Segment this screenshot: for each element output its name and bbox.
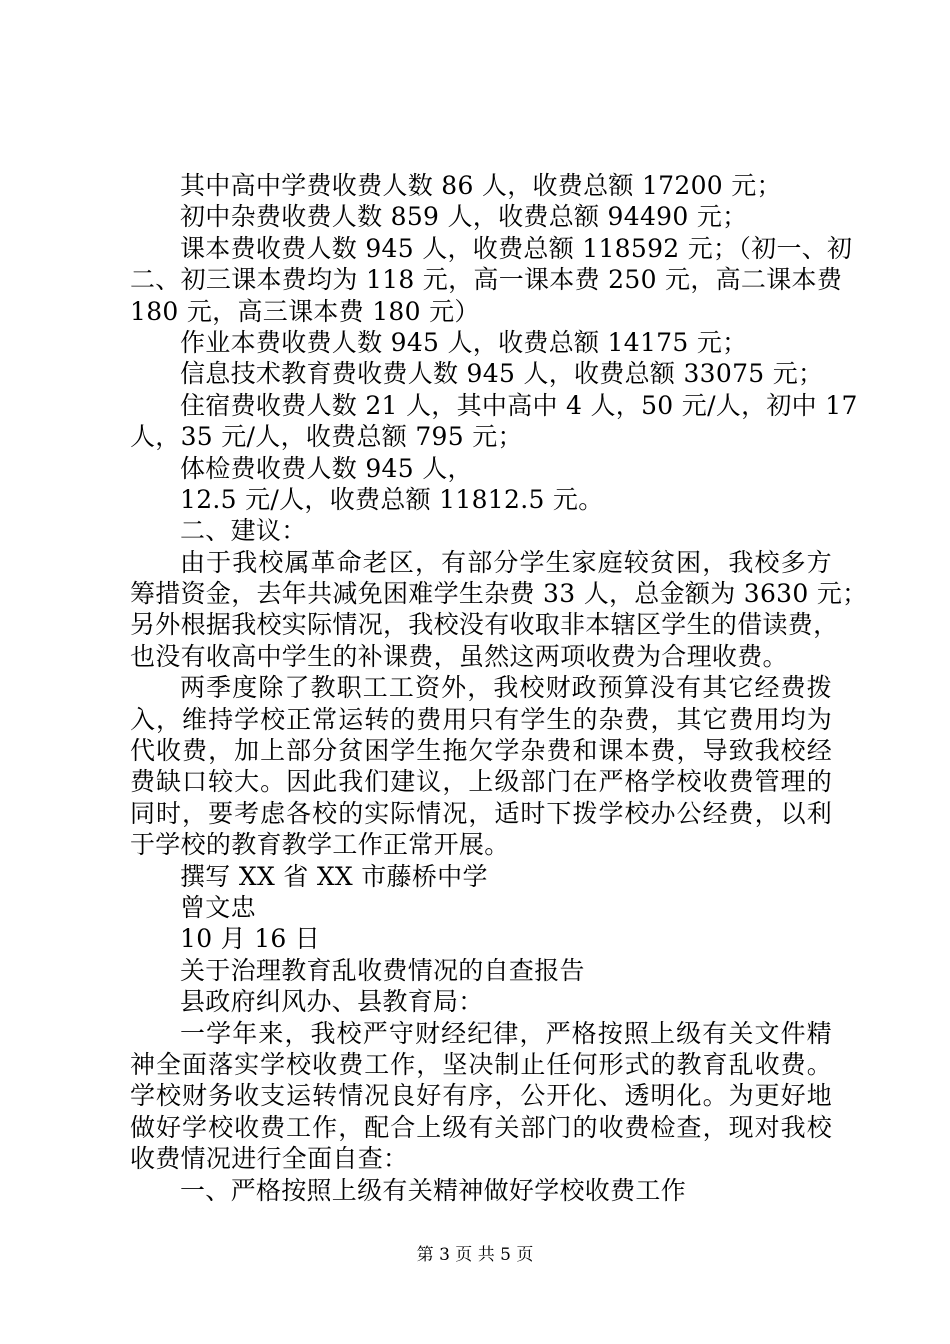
text-line: 课本费收费人数 945 人，收费总额 118592 元；（初一、初 [180, 233, 853, 263]
text-line: 收费情况进行全面自查： [130, 1144, 409, 1174]
document-body [130, 170, 868, 1206]
text-line: 180 元，高三课本费 180 元） [130, 296, 480, 326]
text-line: 作业本费收费人数 945 人，收费总额 14175 元； [180, 327, 748, 357]
text-line: 另外根据我校实际情况，我校没有收取非本辖区学生的借读费， [130, 610, 839, 640]
text-line: 也没有收高中学生的补课费，虽然这两项收费为合理收费。 [130, 641, 788, 671]
section-heading: 二、建议： [180, 516, 307, 546]
text-line: 一学年来，我校严守财经纪律，严格按照上级有关文件精 [180, 1018, 832, 1048]
text-line: 筹措资金，去年共减免困难学生杂费 33 人，总金额为 3630 元； [130, 579, 868, 609]
text-line: 住宿费收费人数 21 人，其中高中 4 人，50 元/人，初中 17 [180, 390, 858, 420]
text-line: 做好学校收费工作，配合上级有关部门的收费检查，现对我校 [130, 1112, 832, 1142]
author-name: 曾文忠 [180, 892, 256, 922]
addressee: 县政府纠风办、县教育局： [180, 987, 484, 1017]
text-line: 12.5 元/人，收费总额 11812.5 元。 [180, 484, 604, 514]
text-line: 费缺口较大。因此我们建议，上级部门在严格学校收费管理的 [130, 767, 832, 797]
text-line: 信息技术教育费收费人数 945 人，收费总额 33075 元； [180, 359, 824, 389]
text-line: 初中杂费收费人数 859 人，收费总额 94490 元； [180, 202, 748, 232]
text-line: 人，35 元/人，收费总额 795 元； [130, 422, 523, 452]
author-school: 撰写 XX 省 XX 市藤桥中学 [180, 861, 488, 891]
text-line: 由于我校属革命老区，有部分学生家庭较贫困，我校多方 [180, 547, 832, 577]
text-line: 入，维持学校正常运转的费用只有学生的杂费，其它费用均为 [130, 704, 832, 734]
text-line: 二、初三课本费均为 118 元，高一课本费 250 元，高二课本费 [130, 265, 843, 295]
text-line: 同时，要考虑各校的实际情况，适时下拨学校办公经费，以利 [130, 798, 832, 828]
page-footer: 第 3 页 共 5 页 [416, 1245, 534, 1265]
text-line: 其中高中学费收费人数 86 人，收费总额 17200 元； [180, 171, 782, 200]
text-line: 代收费，加上部分贫困学生拖欠学杂费和课本费，导致我校经 [130, 736, 832, 766]
text-line: 于学校的教育教学工作正常开展。 [130, 830, 510, 860]
date: 10 月 16 日 [180, 924, 321, 954]
text-line: 学校财务收支运转情况良好有序，公开化、透明化。为更好地 [130, 1081, 832, 1111]
text-line: 神全面落实学校收费工作，坚决制止任何形式的教育乱收费。 [130, 1049, 832, 1079]
section-heading: 一、严格按照上级有关精神做好学校收费工作 [180, 1175, 687, 1205]
text-line: 体检费收费人数 945 人， [180, 453, 473, 483]
text-line: 两季度除了教职工工资外，我校财政预算没有其它经费拨 [180, 673, 832, 703]
report-title: 关于治理教育乱收费情况的自查报告 [180, 955, 585, 985]
